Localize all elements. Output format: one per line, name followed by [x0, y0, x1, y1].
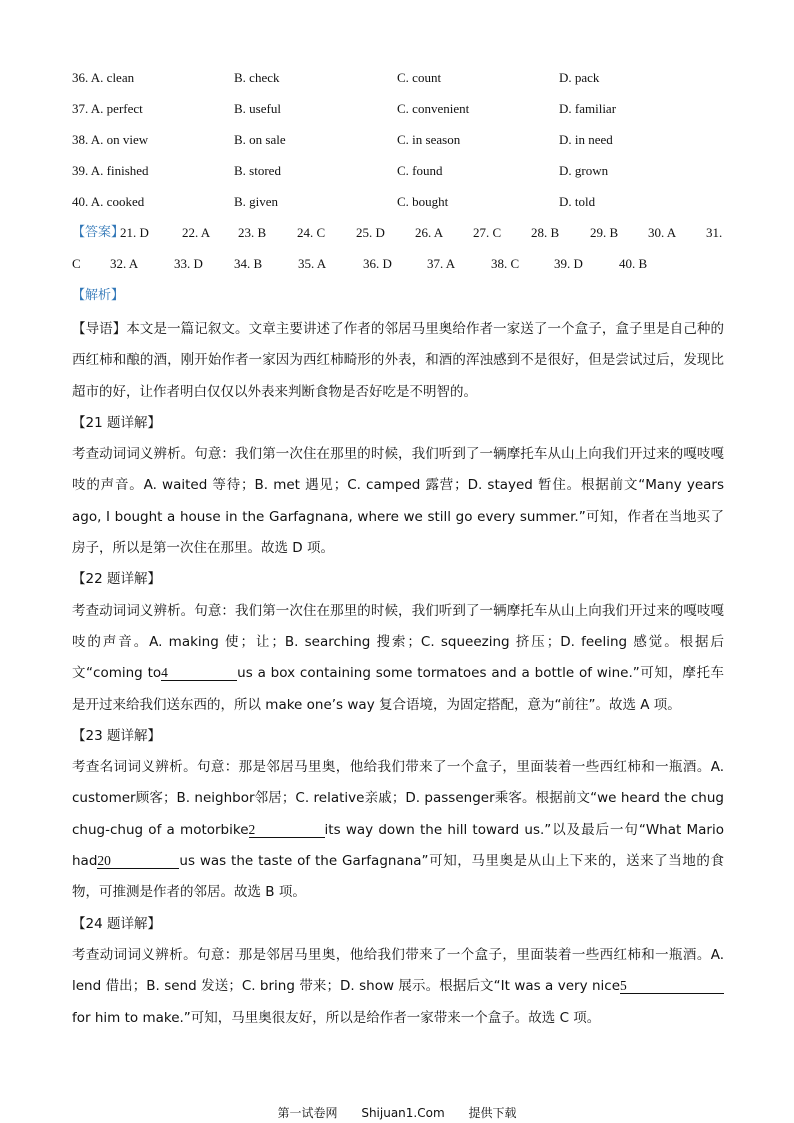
answer-38: 38. C	[491, 256, 520, 271]
answer-39: 39. D	[554, 256, 583, 271]
q22-text-1: 考查动词词义辨析。句意：我们第一次住在那里的时候，我们听到了一辆摩托车从山上向我们开过来的嘎吱嘎吱的声音。A. making 使；让；B. searching 搜索；C. squeezing 挤压；D. feeling 感觉。根据后文“coming to	[72, 602, 724, 682]
option-37-a: 37. A. perfect	[72, 101, 143, 116]
guide-paragraph: 【导语】本文是一篇记叙文。文章主要讲述了作者的邻居马里奥给作者一家送了一个盒子，盒子里是自己种的西红柿和酿的酒，刚开始作者一家因为西红柿畸形的外表，和酒的浑浊感到不是很好，但是尝试过后，发现比超市的好，让作者明白仅仅以外表来判断食物是否好吃是不明智的。	[72, 321, 724, 400]
q22-blank: 4	[161, 665, 237, 681]
option-40-d: D. told	[559, 194, 596, 209]
answer-37: 37. A	[427, 256, 456, 271]
q24-blank: 5	[620, 978, 724, 994]
option-40-a: 40. A. cooked	[72, 194, 145, 209]
option-row-38	[72, 130, 752, 161]
option-40-c: C. bought	[397, 194, 449, 209]
option-37-b: B. useful	[234, 101, 281, 116]
analysis-tag: 【解析】	[72, 288, 125, 303]
q23-heading: 【23 题详解】	[72, 727, 161, 744]
option-39-b: B. stored	[234, 163, 281, 178]
option-37-c: C. convenient	[397, 101, 470, 116]
option-row-37	[72, 99, 752, 130]
answer-31: C	[72, 256, 81, 271]
page-footer	[0, 1104, 794, 1121]
answer-24: 24. C	[297, 225, 326, 240]
answer-36: 36. D	[363, 256, 392, 271]
q23-text-3: us was the taste of the Garfagnana”可知，马里奥是从山上下来的，送来了当地的食物，可推测是作者的邻居。故选 B 项。	[72, 853, 724, 901]
answer-33: 33. D	[174, 256, 203, 271]
q22-heading: 【22 题详解】	[72, 571, 161, 588]
option-row-39	[72, 161, 752, 192]
options-list	[72, 68, 752, 223]
option-36-a: 36. A. clean	[72, 70, 135, 85]
option-row-40	[72, 192, 752, 223]
answer-32: 32. A	[110, 256, 139, 271]
answer-row-1	[72, 223, 752, 254]
option-38-c: C. in season	[397, 132, 461, 147]
option-36-b: B. check	[234, 70, 280, 85]
answer-34: 34. B	[234, 256, 263, 271]
option-36-d: D. pack	[559, 70, 600, 85]
option-39-d: D. grown	[559, 163, 609, 178]
q23-explanation	[72, 752, 724, 908]
option-40-b: B. given	[234, 194, 279, 209]
answer-40: 40. B	[619, 256, 648, 271]
option-38-d: D. in need	[559, 132, 613, 147]
q24-explanation	[72, 940, 724, 1034]
q23-text-2: its way down the hill toward us.”以及最后一句“What Mario had	[72, 821, 724, 870]
answer-30: 30. A	[648, 225, 677, 240]
q21-heading: 【21 题详解】	[72, 414, 161, 431]
q24-text-2: for him to make.”可知，马里奥很友好，所以是给作者一家带来一个盒子。故选 C 项。	[72, 1009, 601, 1026]
answer-26: 26. A	[415, 225, 444, 240]
option-36-c: C. count	[397, 70, 442, 85]
answer-28: 28. B	[531, 225, 560, 240]
answer-35: 35. A	[298, 256, 327, 271]
answer-27: 27. C	[473, 225, 502, 240]
analysis-body	[72, 314, 724, 1034]
answer-23: 23. B	[238, 225, 267, 240]
q24-heading: 【24 题详解】	[72, 915, 161, 932]
answer-row-2	[72, 254, 752, 285]
q24-text-1: 考查动词词义辨析。句意：那是邻居马里奥，他给我们带来了一个盒子，里面装着一些西红柿和一瓶酒。A. lend 借出；B. send 发送；C. bring 带来；D. show 展示。根据后文“It was a very nice	[72, 946, 724, 995]
q23-text-1: 考查名词词义辨析。句意：那是邻居马里奥，他给我们带来了一个盒子，里面装着一些西红柿和一瓶酒。A. customer顾客；B. neighbor邻居；C. relative亲戚；D. passenger乘客。根据前文“we heard the chug chug-chug of a motorbike	[72, 759, 724, 838]
answer-31-label: 31.	[706, 225, 723, 240]
q23-blank-1: 2	[249, 822, 325, 838]
answer-25: 25. D	[356, 225, 385, 240]
option-37-d: D. familiar	[559, 101, 617, 116]
option-row-36	[72, 68, 752, 99]
q22-explanation	[72, 596, 724, 721]
option-39-a: 39. A. finished	[72, 163, 149, 178]
q22-text-2: us a box containing some tormatoes and a bottle of wine.”可知，摩托车是开过来给我们送东西的，所以 make one’s way 复合语境，为固定搭配，意为“前往”。故选 A 项。	[72, 665, 724, 713]
option-39-c: C. found	[397, 163, 443, 178]
option-38-b: B. on sale	[234, 132, 286, 147]
footer-download-note: 提供下载	[468, 1106, 517, 1120]
footer-site-name: 第一试卷网	[277, 1106, 338, 1120]
q21-explanation: 考查动词词义辨析。句意：我们第一次住在那里的时候，我们听到了一辆摩托车从山上向我们开过来的嘎吱嘎吱的声音。A. waited 等待；B. met 遇见；C. camped 露营；D. stayed 暂住。根据前文“Many years ago, I bought a house in the Garfagnana, where we still go every summer.”可知，作者在当地买了房子，所以是第一次住在那里。故选 D 项。	[72, 446, 724, 557]
answer-key	[72, 223, 752, 285]
q23-blank-2: 20	[97, 853, 179, 869]
answer-tag: 【答案】	[72, 225, 125, 240]
option-38-a: 38. A. on view	[72, 132, 149, 147]
answer-29: 29. B	[590, 225, 619, 240]
footer-site-url: Shijuan1.Com	[361, 1106, 445, 1120]
answer-21: 21. D	[120, 225, 149, 240]
answer-22: 22. A	[182, 225, 211, 240]
